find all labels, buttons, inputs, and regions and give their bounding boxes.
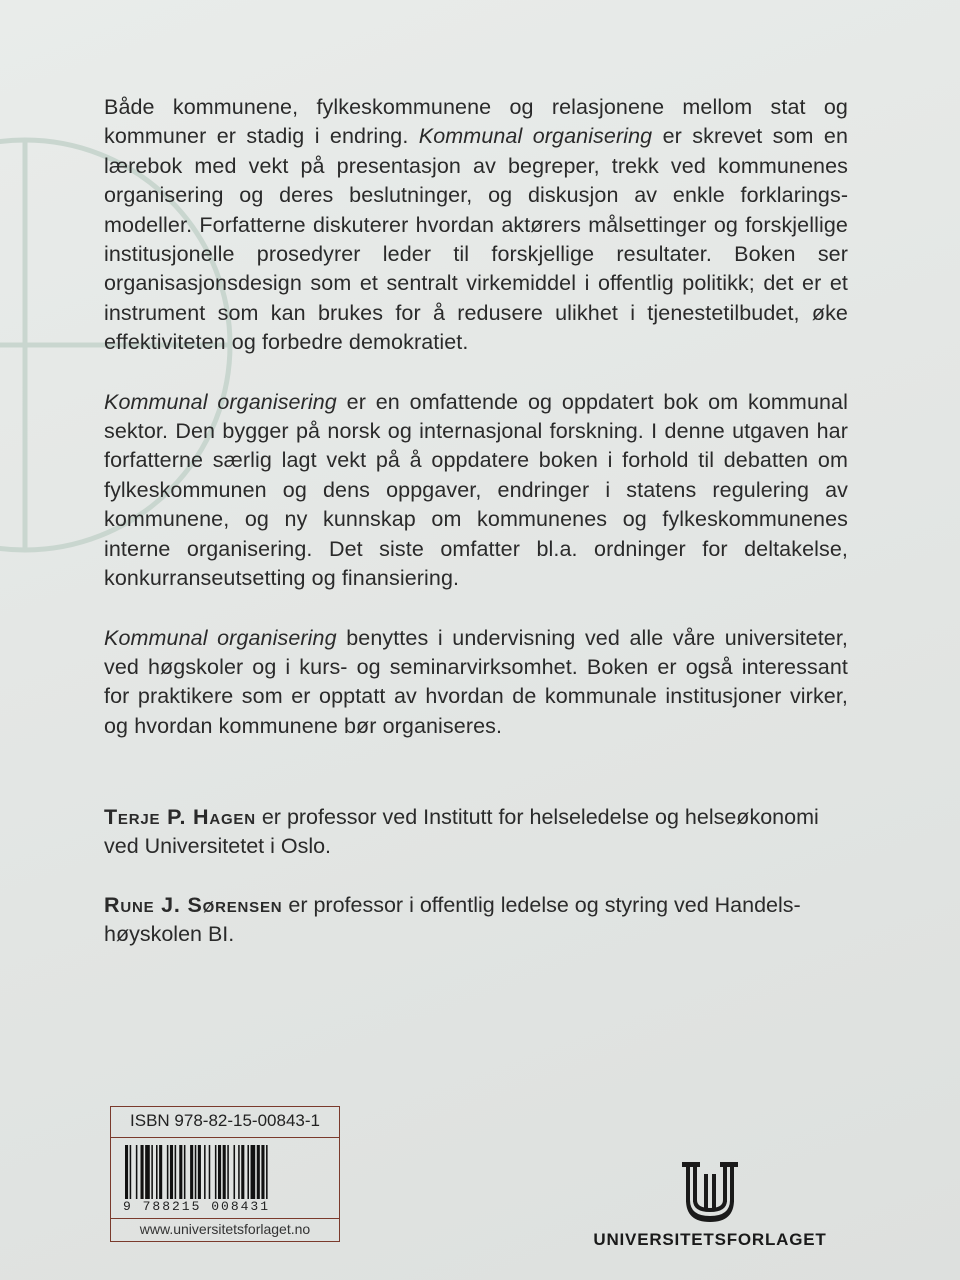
- publisher-url: www.universitetsforlaget.no: [139, 1221, 311, 1237]
- author-bio: Rune J. Sørensen er professor i offentlig ledelse og styring ved Handelshøyskolen BI.: [104, 892, 801, 947]
- author-name: Rune J. Sørensen: [104, 892, 283, 917]
- blurb-paragraph-1: Både kommunene, fylkeskommunene og relasjonene mellom stat og kommuner er stadig i endring. Kommunal organisering er skrevet som en lærebok med vekt på presentasjon av begreper, trekk ved kommunenes organisering og deres beslutninger, og diskusjon av enkle forklaringsmodeller. Forfatterne diskuterer hvordan aktørers målsettinger og forskjellige institusjonelle prosedyrer leder til forskjellige resultater. Boken ser organisasjonsdesign som et sentralt virkemiddel i offentlig politikk; det er et instrument som kan brukes for å redusere ulikhet i tjenestetilbudet, øke effektiviteten og forbedre demokratiet.: [104, 95, 849, 355]
- author-name: Terje P. Hagen: [104, 805, 256, 829]
- author-bios: [104, 803, 848, 979]
- blurb-paragraph-3: Kommunal organisering benyttes i undervisning ved alle våre universiteter, ved høgskoler og i kurs- og seminarvirksomhet. Boken er også interessant for praktikere som er opptatt av hvordan de kommunale institusjoner virker, og hvordan kommunene bør organiseres.: [104, 625, 848, 738]
- book-title: Kommunal organisering: [418, 124, 653, 149]
- back-cover-blurb: [104, 93, 848, 741]
- isbn-barcode-box: [110, 1106, 340, 1242]
- book-title: Kommunal organisering: [104, 625, 337, 650]
- barcode-digits: 9 788215 008431: [123, 1199, 271, 1214]
- blurb-paragraph-2: Kommunal organisering er en omfattende og oppdatert bok om kommunal sektor. Den bygger på norsk og internasjonal forskning. I denne utgaven har forfatterne særlig lagt vekt på å oppdatere boken i forhold til debatten om fylkeskommunen og dens oppgaver, endringer i statens regulering av kommunene, og ny kunnskap om kommunenes og fylkeskommunenes interne organisering. Det siste omfatter bl.a. ordninger for deltakelse, konkurranseutsetting og finansiering.: [104, 389, 848, 591]
- book-title: Kommunal organisering: [104, 389, 337, 414]
- barcode-graphic: [125, 1145, 325, 1199]
- publisher-logo-icon: [680, 1160, 740, 1224]
- author-bio: Terje P. Hagen er professor ved Institutt for helseledelse og helseøkonomi ved Universitetet i Oslo.: [104, 805, 819, 859]
- publisher-name: UNIVERSITETSFORLAGET: [593, 1230, 827, 1249]
- isbn-number: ISBN 978-82-15-00843-1: [130, 1111, 320, 1130]
